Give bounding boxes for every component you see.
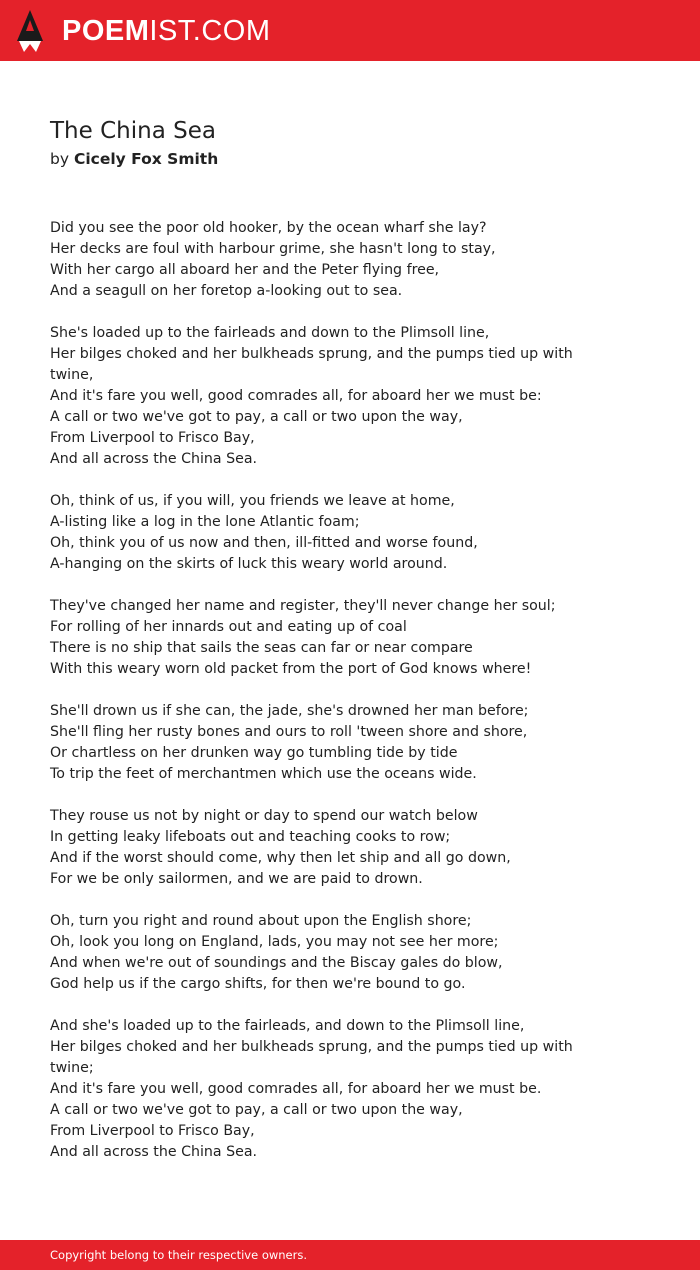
poem-line: Oh, look you long on England, lads, you may not see her more; <box>50 934 499 950</box>
poem-stanza <box>50 596 610 680</box>
poem-line: From Liverpool to Frisco Bay, <box>50 430 255 446</box>
site-footer <box>0 1240 700 1270</box>
poem-line: For rolling of her innards out and eating up of coal <box>50 619 407 635</box>
poem-line: There is no ship that sails the seas can far or near compare <box>50 640 473 656</box>
poem-stanza <box>50 1016 610 1163</box>
poem-line: And all across the China Sea. <box>50 451 258 467</box>
poem-line: God help us if the cargo shifts, for then we're bound to go. <box>50 976 466 992</box>
poem-line: Her bilges choked and her bulkheads sprung, and the pumps tied up with <box>50 1039 573 1055</box>
copyright-text: Copyright belong to their respective owners. <box>50 1248 308 1262</box>
poem-line: A-hanging on the skirts of luck this weary world around. <box>50 556 448 572</box>
poem-line: For we be only sailormen, and we are paid to drown. <box>50 871 423 887</box>
poem-line: She'll drown us if she can, the jade, she's drowned her man before; <box>50 703 529 719</box>
poem-line: Did you see the poor old hooker, by the ocean wharf she lay? <box>50 220 487 236</box>
poem-line: Oh, think of us, if you will, you friends we leave at home, <box>50 493 455 509</box>
author-name: Cicely Fox Smith <box>73 150 219 168</box>
poem-line: A-listing like a log in the lone Atlantic foam; <box>50 514 360 530</box>
poem-line: She's loaded up to the fairleads and down to the Plimsoll line, <box>50 325 490 341</box>
logo-wordmark-light: IST.COM <box>149 15 271 47</box>
poem-line: And a seagull on her foretop a-looking out to sea. <box>50 283 403 299</box>
site-header <box>0 0 700 61</box>
poem-line: And she's loaded up to the fairleads, and down to the Plimsoll line, <box>50 1018 525 1034</box>
poem-stanza <box>50 323 610 470</box>
poem-stanza <box>50 911 610 995</box>
poem-line: A call or two we've got to pay, a call or two upon the way, <box>50 409 463 425</box>
poem-stanza <box>50 491 610 575</box>
poem-line: She'll fling her rusty bones and ours to roll 'tween shore and shore, <box>50 724 528 740</box>
poem-line: Her decks are foul with harbour grime, she hasn't long to stay, <box>50 241 496 257</box>
poem-stanza <box>50 806 610 890</box>
poem-line: With this weary worn old packet from the port of God knows where! <box>50 661 532 677</box>
poem-line: And it's fare you well, good comrades all, for aboard her we must be. <box>50 1081 542 1097</box>
poem-line: A call or two we've got to pay, a call or two upon the way, <box>50 1102 463 1118</box>
poem-line: Her bilges choked and her bulkheads sprung, and the pumps tied up with <box>50 346 573 362</box>
pencil-icon <box>16 9 44 53</box>
poem-line: In getting leaky lifeboats out and teaching cooks to row; <box>50 829 451 845</box>
poem-line: Oh, turn you right and round about upon the English shore; <box>50 913 472 929</box>
poem-line: twine; <box>50 1060 94 1076</box>
poem-line: And it's fare you well, good comrades all, for aboard her we must be: <box>50 388 542 404</box>
poem-line: twine, <box>50 367 94 383</box>
poem-line: Oh, think you of us now and then, ill-fitted and worse found, <box>50 535 478 551</box>
poem-line: With her cargo all aboard her and the Peter flying free, <box>50 262 440 278</box>
poem-line: They've changed her name and register, they'll never change her soul; <box>50 598 556 614</box>
poem-stanza <box>50 218 610 302</box>
poem-line: They rouse us not by night or day to spend our watch below <box>50 808 478 824</box>
poem-line: To trip the feet of merchantmen which use the oceans wide. <box>50 766 477 782</box>
by-label: by <box>50 150 70 168</box>
poem-line: Or chartless on her drunken way go tumbling tide by tide <box>50 745 458 761</box>
poem-line: And all across the China Sea. <box>50 1144 258 1160</box>
poem-line: And if the worst should come, why then let ship and all go down, <box>50 850 511 866</box>
poem-byline <box>50 148 218 170</box>
poem-body <box>50 218 610 1184</box>
poem-line: From Liverpool to Frisco Bay, <box>50 1123 255 1139</box>
poem-line: And when we're out of soundings and the Biscay gales do blow, <box>50 955 503 971</box>
poem-title: The China Sea <box>50 118 216 144</box>
site-logo-text <box>62 8 271 54</box>
logo-wordmark-bold: POEM <box>62 15 150 47</box>
poem-stanza <box>50 701 610 785</box>
site-logo-link[interactable] <box>16 8 271 54</box>
